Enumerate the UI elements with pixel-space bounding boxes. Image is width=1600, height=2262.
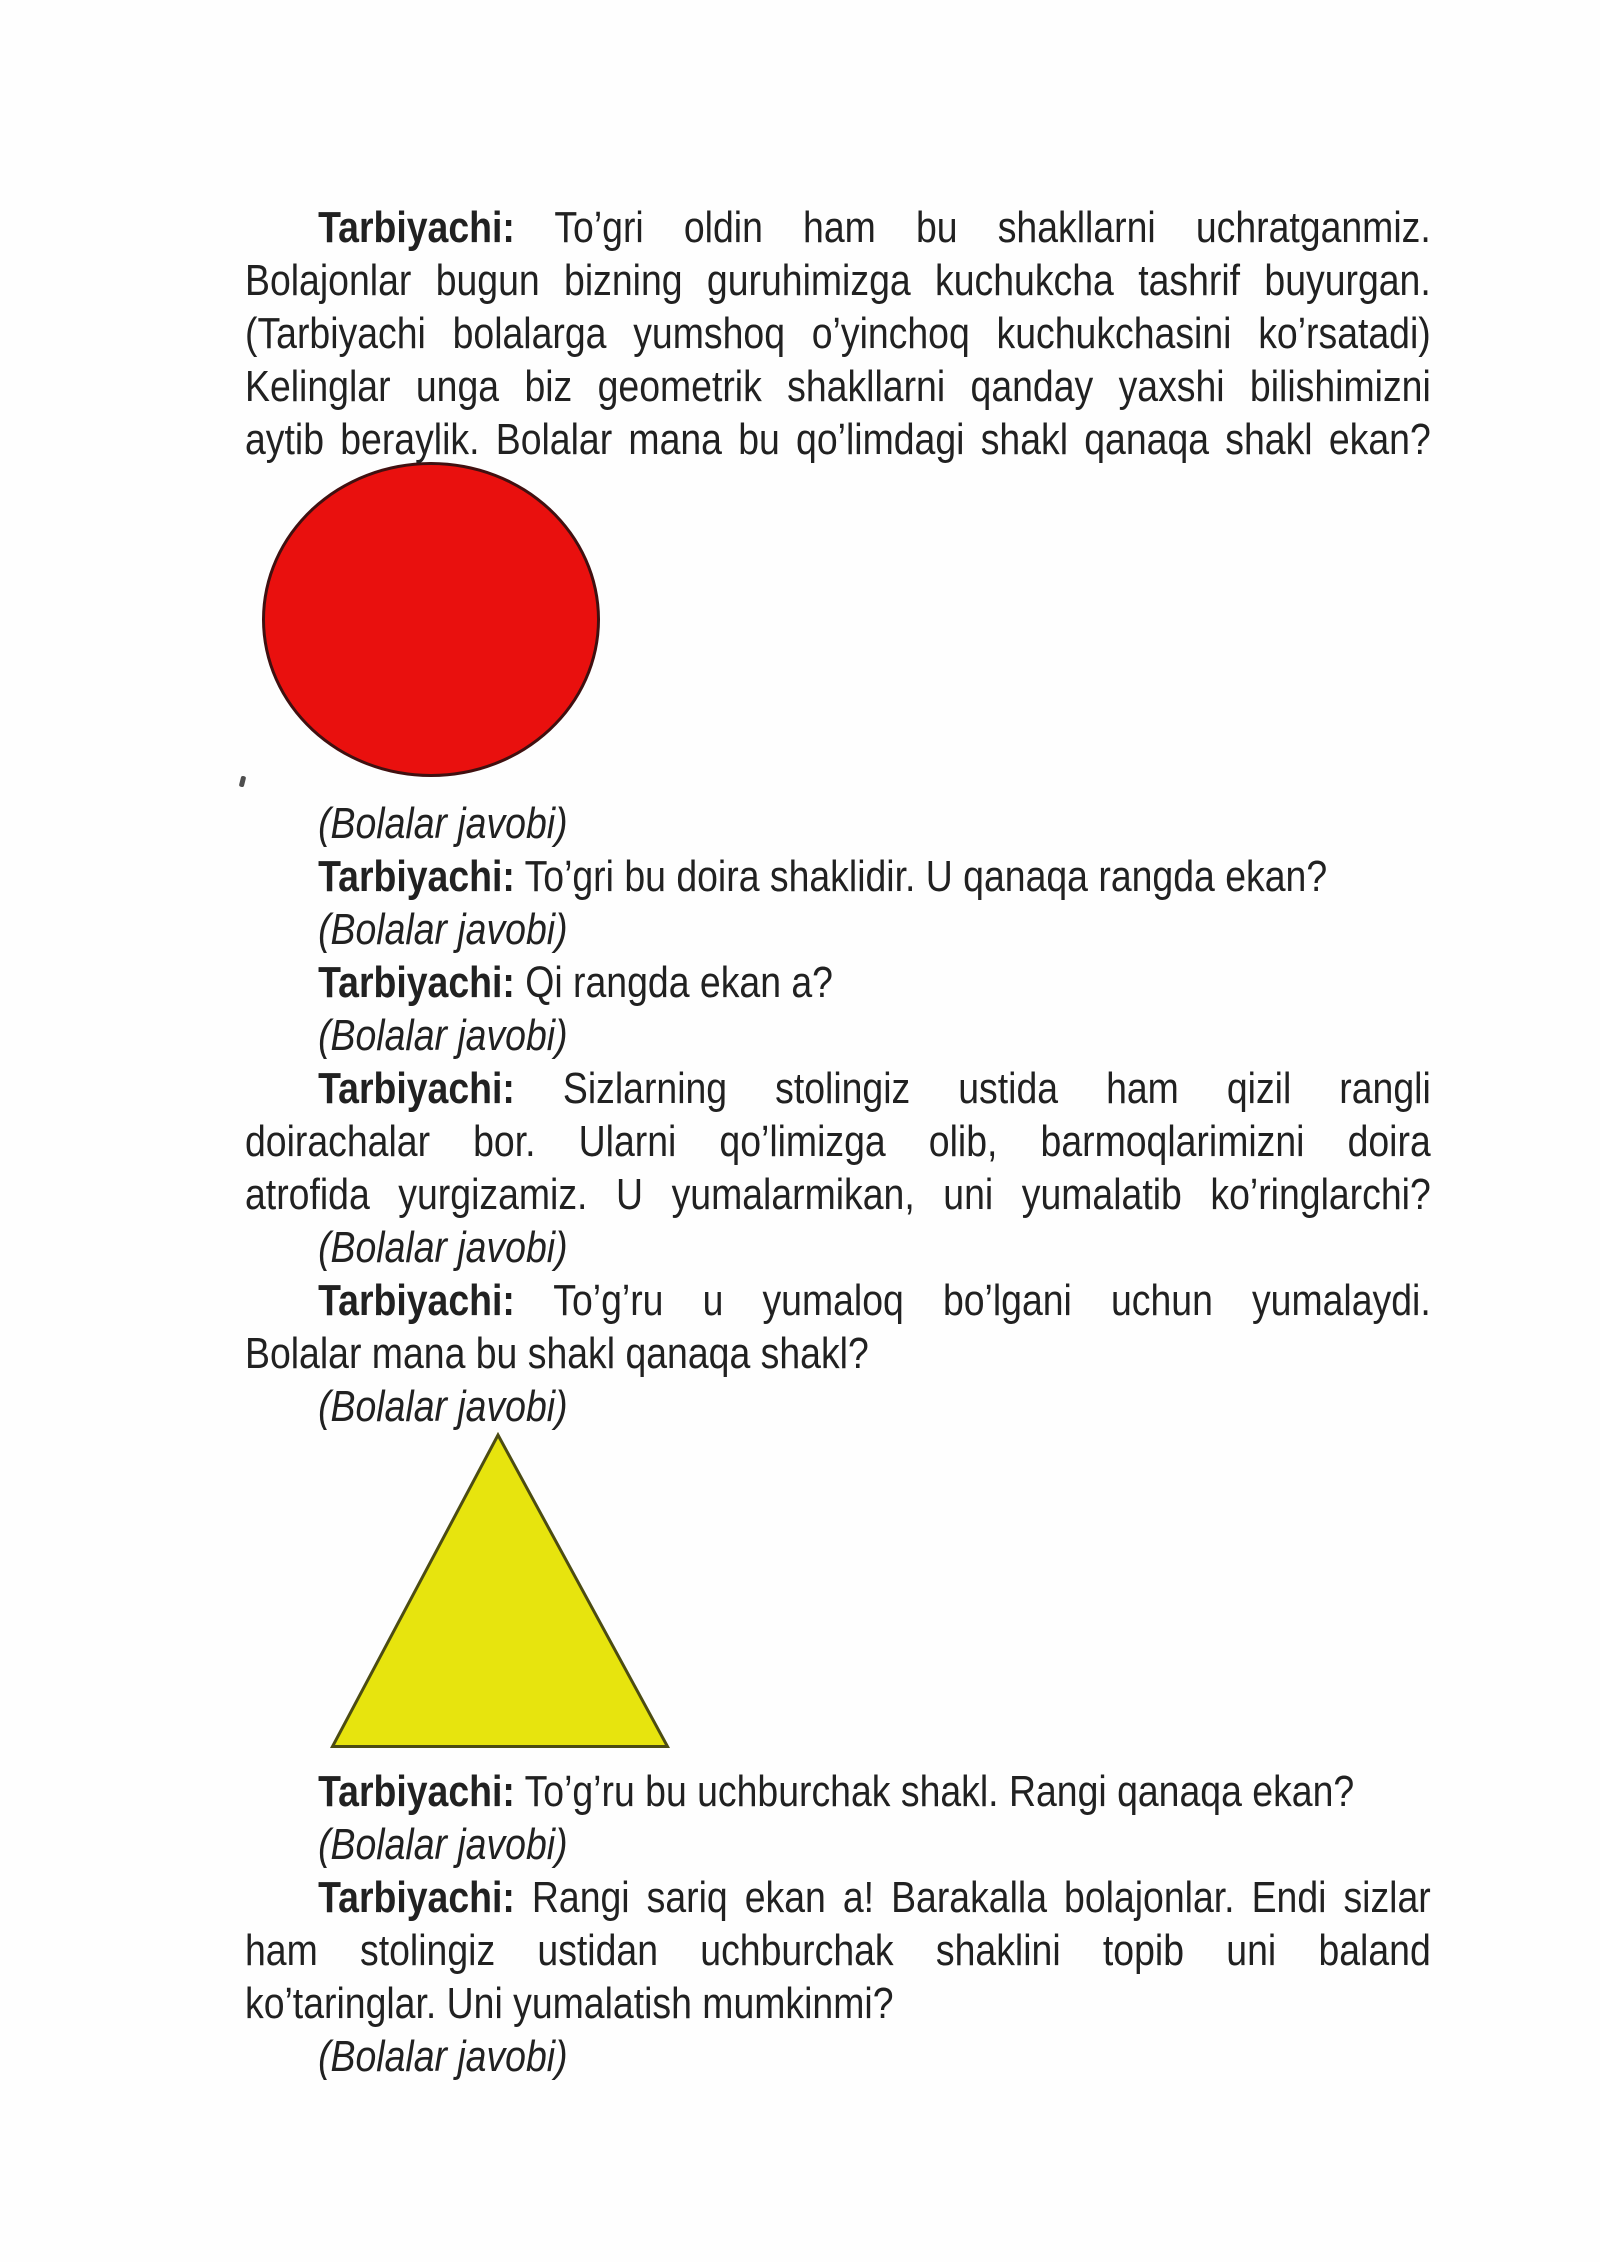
dialogue-text: (Tarbiyachi bolalarga yumshoq o’yinchoq kuchukchasini ko’rsatadi): [245, 309, 1431, 358]
para-qizil: [245, 1062, 1431, 1221]
dialogue-text: To’gri oldin ham bu shakllarni uchratganmiz.: [514, 203, 1431, 252]
dialogue-line: [245, 850, 1431, 903]
children-answer-line: [245, 1221, 1431, 1274]
dialogue-text: (Bolalar javobi): [318, 1382, 568, 1431]
dialogue-line: [245, 413, 1431, 466]
para-intro: [245, 201, 1431, 466]
dialogue-text: (Bolalar javobi): [318, 1011, 568, 1060]
dialogue-line: [245, 1765, 1431, 1818]
dialogue-line: [245, 1977, 1431, 2030]
yellow-triangle-figure: [330, 1432, 670, 1749]
dialogue-line: [245, 1168, 1431, 1221]
children-answer-line: [245, 903, 1431, 956]
dialogue-text: Kelinglar unga biz geometrik shakllarni qanday yaxshi bilishimizni: [245, 362, 1431, 411]
children-answer-line: [245, 1818, 1431, 1871]
dialogue-text: doirachalar bor. Ularni qo’limizga olib, barmoqlarimizni doira: [245, 1117, 1431, 1166]
children-answer-line: [245, 2030, 1431, 2083]
dialogue-text: Rangi sariq ekan a! Barakalla bolajonlar. Endi sizlar: [514, 1873, 1431, 1922]
dialogue-text: To’g’ru bu uchburchak shakl. Rangi qanaqa ekan?: [514, 1767, 1355, 1816]
red-circle-figure: [262, 462, 606, 783]
dialogue-line: [245, 201, 1431, 254]
dialogue-line: [245, 254, 1431, 307]
dialogue-text: (Bolalar javobi): [318, 2032, 568, 2081]
dialogue-text: To’g’ru u yumaloq bo’lgani uchun yumalaydi.: [514, 1276, 1431, 1325]
speaker-label: Tarbiyachi:: [318, 203, 515, 252]
dialogue-text: ham stolingiz ustidan uchburchak shaklini topib uni baland: [245, 1926, 1431, 1975]
dialogue-line: [245, 1871, 1431, 1924]
dialogue-line: [245, 307, 1431, 360]
dialogue-text: (Bolalar javobi): [318, 1223, 568, 1272]
dialogue-line: [245, 1327, 1431, 1380]
dialog-1: [245, 797, 1431, 1062]
dialogue-line: [245, 1924, 1431, 1977]
speaker-label: Tarbiyachi:: [318, 1873, 515, 1922]
dialogue-text: Qi rangda ekan a?: [514, 958, 833, 1007]
dialogue-text: aytib beraylik. Bolalar mana bu qo’limdagi shakl qanaqa shakl ekan?: [245, 415, 1431, 464]
speaker-label: Tarbiyachi:: [318, 1276, 515, 1325]
dialogue-text: (Bolalar javobi): [318, 905, 568, 954]
speaker-label: Tarbiyachi:: [318, 852, 515, 901]
dialogue-line: [245, 360, 1431, 413]
triangle-shape: [330, 1432, 670, 1749]
children-answer-line: [245, 1009, 1431, 1062]
dialogue-text: (Bolalar javobi): [318, 799, 568, 848]
speaker-label: Tarbiyachi:: [318, 1064, 515, 1113]
dialog-2: [245, 1221, 1431, 1433]
dialogue-line: [245, 956, 1431, 1009]
triangle-polygon: [333, 1435, 668, 1747]
dialogue-text: Bolajonlar bugun bizning guruhimizga kuchukcha tashrif buyurgan.: [245, 256, 1431, 305]
dialogue-line: [245, 1115, 1431, 1168]
dialogue-text: To’gri bu doira shaklidir. U qanaqa rangda ekan?: [514, 852, 1328, 901]
dialogue-text: Bolalar mana bu shakl qanaqa shakl?: [245, 1329, 869, 1378]
circle-shape: [262, 462, 600, 777]
dialogue-text: Sizlarning stolingiz ustida ham qizil rangli: [514, 1064, 1431, 1113]
speaker-label: Tarbiyachi:: [318, 958, 515, 1007]
dialogue-text: ko’taringlar. Uni yumalatish mumkinmi?: [245, 1979, 894, 2028]
children-answer-line: [245, 797, 1431, 850]
dialogue-text: (Bolalar javobi): [318, 1820, 568, 1869]
dialogue-line: [245, 1274, 1431, 1327]
dialogue-line: [245, 1062, 1431, 1115]
dialogue-text: atrofida yurgizamiz. U yumalarmikan, uni yumalatib ko’ringlarchi?: [245, 1170, 1431, 1219]
dialog-3: [245, 1765, 1431, 2083]
speaker-label: Tarbiyachi:: [318, 1767, 515, 1816]
children-answer-line: [245, 1380, 1431, 1433]
